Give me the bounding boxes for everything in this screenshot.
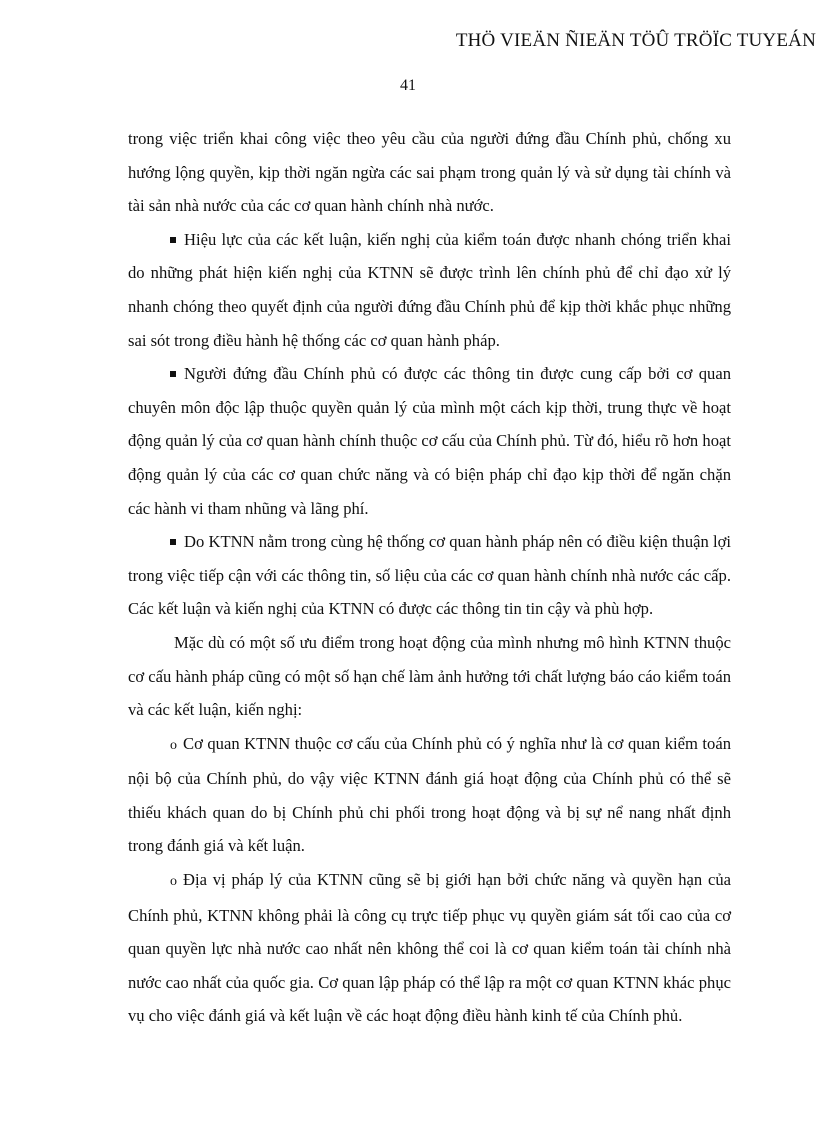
page-number: 41 [400,77,416,94]
circle-bullet-icon: o [170,874,177,890]
document-body [128,122,731,1033]
bullet-text: Người đứng đầu Chính phủ có được các thông tin được cung cấp bởi cơ quan chuyên môn độc lập thuộc quyền quản lý của mình một cách kịp thời, trung thực về hoạt động quản lý của cơ quan hành chính thuộc cơ cấu của Chính phủ. Từ đó, hiểu rõ hơn hoạt động quản lý của các cơ quan chức năng và có biện pháp chỉ đạo kịp thời để ngăn chặn các hành vi tham nhũng và lãng phí. [128,364,731,518]
paragraph: Mặc dù có một số ưu điểm trong hoạt động của mình nhưng mô hình KTNN thuộc cơ cấu hành pháp cũng có một số hạn chế làm ảnh hưởng tới chất lượng báo cáo kiểm toán và các kết luận, kiến nghị: [128,632,731,720]
circle-bullet-icon: o [170,737,177,753]
square-bullet-icon [170,237,176,243]
bullet-paragraph [128,727,731,863]
square-bullet-icon [170,539,176,545]
bullet-paragraph [128,863,731,1033]
bullet-text: Do KTNN nằm trong cùng hệ thống cơ quan hành pháp nên có điều kiện thuận lợi trong việc tiếp cận với các thông tin, số liệu của các cơ quan hành chính nhà nước các cấp. Các kết luận và kiến nghị của KTNN có được các thông tin tin cậy và phù hợp. [128,532,731,619]
bullet-paragraph [128,223,731,357]
bullet-text: Địa vị pháp lý của KTNN cũng sẽ bị giới hạn bởi chức năng và quyền hạn của Chính phủ, KTNN không phải là công cụ trực tiếp phục vụ quyền giám sát tối cao của cơ quan quyền lực nhà nước cao nhất nên không thể coi là cơ quan kiểm toán tài chính nhà nước cao nhất của quốc gia. Cơ quan lập pháp có thể lập ra một cơ quan KTNN khác phục vụ cho việc đánh giá và kết luận về các hoạt động điều hành kinh tế của Chính phủ. [128,870,731,1026]
bullet-text: Cơ quan KTNN thuộc cơ cấu của Chính phủ có ý nghĩa như là cơ quan kiểm toán nội bộ của Chính phủ, do vậy việc KTNN đánh giá hoạt động của Chính phủ có thể sẽ thiếu khách quan do bị Chính phủ chi phối trong hoạt động và bị sự nể nang nhất định trong đánh giá và kết luận. [128,733,731,856]
square-bullet-icon [170,371,176,377]
bullet-text: Hiệu lực của các kết luận, kiến nghị của kiểm toán được nhanh chóng triển khai do những phát hiện kiến nghị của KTNN sẽ được trình lên chính phủ để chỉ đạo xử lý nhanh chóng theo quyết định của người đứng đầu Chính phủ để kịp thời khắc phục những sai sót trong điều hành hệ thống các cơ quan hành pháp. [128,229,731,350]
paragraph: trong việc triển khai công việc theo yêu cầu của người đứng đầu Chính phủ, chống xu hướng lộng quyền, kịp thời ngăn ngừa các sai phạm trong quản lý và sử dụng tài chính và tài sản nhà nước của các cơ quan hành chính nhà nước. [128,129,731,216]
bullet-paragraph [128,357,731,525]
page-header-title: THÖ VIEÄN ÑIEÄN TÖÛ TRÖÏC TUYEÁN [455,30,816,51]
bullet-paragraph [128,525,731,626]
